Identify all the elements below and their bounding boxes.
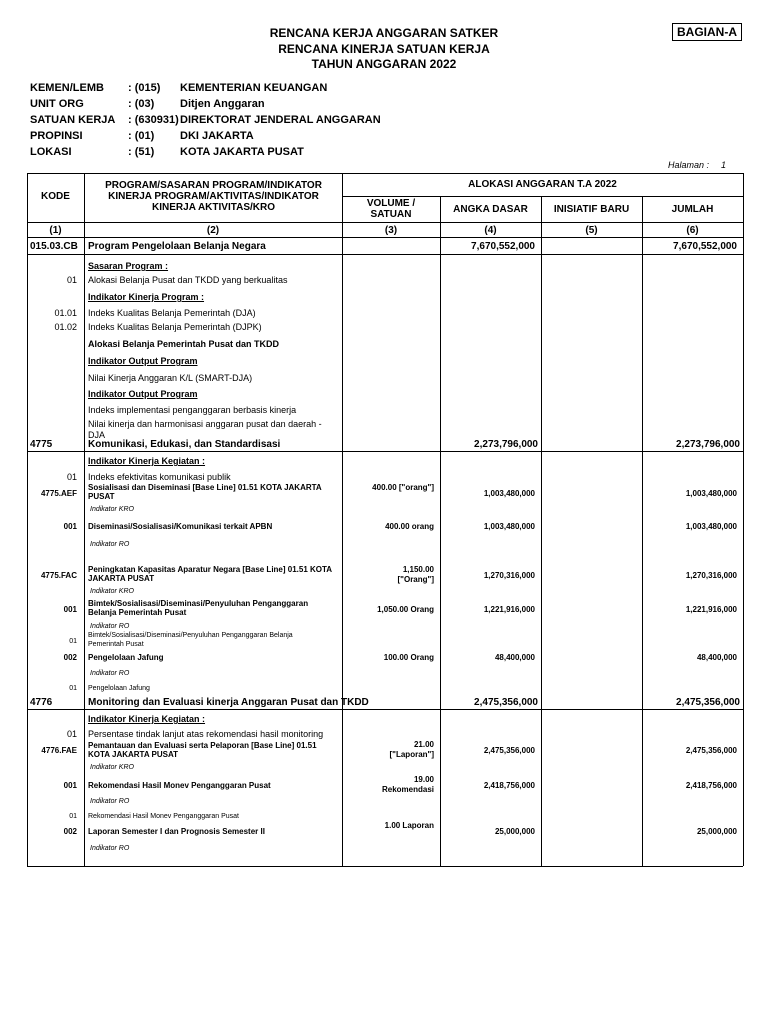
info-code: : (015) bbox=[128, 82, 161, 94]
row-jumlah: 25,000,000 bbox=[696, 827, 737, 836]
row-volume: 21.00 ["Laporan"] bbox=[389, 740, 434, 759]
row-desc: Indikator Output Program bbox=[88, 356, 198, 366]
colnum-1: (1) bbox=[49, 225, 62, 236]
row-desc: Pengelolaan Jafung bbox=[88, 685, 150, 692]
header-volume: VOLUME / SATUAN bbox=[366, 198, 416, 220]
row-desc: Indikator RO bbox=[90, 623, 130, 630]
row-desc: Persentase tindak lanjut atas rekomendasi hasil monitoring bbox=[88, 729, 324, 739]
row-kode: 4775 bbox=[30, 439, 53, 450]
colnum-4: (4) bbox=[484, 225, 497, 236]
page-label: Halaman : bbox=[668, 160, 710, 170]
info-label: PROPINSI bbox=[30, 130, 83, 142]
row-kode: 01 bbox=[69, 685, 77, 692]
row-jumlah: 48,400,000 bbox=[696, 653, 737, 662]
info-label: KEMEN/LEMB bbox=[30, 82, 104, 94]
row-desc: Komunikasi, Edukasi, dan Standardisasi bbox=[88, 439, 281, 450]
row-desc: Indikator Kinerja Program : bbox=[88, 292, 205, 302]
row-divider bbox=[27, 451, 743, 452]
doc-title: RENCANA KERJA ANGGARAN SATKER bbox=[269, 26, 499, 40]
col-border bbox=[84, 173, 85, 866]
row-jumlah: 1,003,480,000 bbox=[685, 489, 737, 498]
table-border-bottom bbox=[27, 866, 743, 867]
row-desc: Nilai kinerja dan harmonisasi anggaran pusat dan daerah - DJA bbox=[88, 419, 322, 440]
info-code: : (01) bbox=[128, 130, 155, 142]
row-jumlah: 1,270,316,000 bbox=[685, 571, 737, 580]
row-desc: Alokasi Belanja Pemerintah Pusat dan TKDD bbox=[88, 339, 280, 349]
row-kode: 01 bbox=[66, 729, 77, 739]
colnum-2: (2) bbox=[206, 225, 220, 236]
row-jumlah: 1,221,916,000 bbox=[685, 605, 737, 614]
row-desc: Indikator RO bbox=[90, 670, 130, 677]
row-desc: Bimtek/Sosialisasi/Diseminasi/Penyuluhan Penganggaran Belanja Pemerintah Pusat bbox=[88, 599, 309, 617]
header-divider bbox=[27, 222, 743, 223]
row-angka-dasar: 2,273,796,000 bbox=[474, 439, 538, 450]
row-desc: Indeks efektivitas komunikasi publik bbox=[88, 472, 231, 482]
row-volume: 400.00 orang bbox=[385, 522, 434, 531]
alokasi-divider bbox=[342, 196, 743, 197]
col-border bbox=[27, 173, 28, 866]
header-kode: KODE bbox=[41, 191, 70, 202]
row-angka-dasar: 7,670,552,000 bbox=[471, 241, 535, 252]
row-desc: Peningkatan Kapasitas Aparatur Negara [Base Line] 01.51 KOTA JAKARTA PUSAT bbox=[88, 565, 332, 583]
table-border-top bbox=[27, 173, 743, 174]
row-desc: Indikator KRO bbox=[90, 764, 134, 771]
row-kode: 01.01 bbox=[54, 308, 77, 318]
row-kode: 001 bbox=[63, 522, 77, 531]
row-kode: 01 bbox=[69, 638, 77, 645]
row-kode: 4775.AEF bbox=[40, 489, 77, 498]
row-desc: Indikator Kinerja Kegiatan : bbox=[88, 456, 206, 466]
colnum-6: (6) bbox=[686, 225, 699, 236]
row-volume: 100.00 Orang bbox=[383, 653, 434, 662]
row-desc: Program Pengelolaan Belanja Negara bbox=[88, 241, 266, 252]
info-label: UNIT ORG bbox=[30, 98, 84, 110]
row-kode: 01 bbox=[69, 813, 77, 820]
row-desc: Indeks Kualitas Belanja Pemerintah (DJA) bbox=[88, 308, 256, 318]
row-volume: 19.00 Rekomendasi bbox=[381, 775, 434, 794]
row-desc: Indikator RO bbox=[90, 541, 130, 548]
page-number: 1 bbox=[721, 160, 727, 170]
row-jumlah: 1,003,480,000 bbox=[685, 522, 737, 531]
col-border bbox=[342, 173, 343, 866]
row-angka-dasar: 2,418,756,000 bbox=[483, 781, 535, 790]
row-volume: 1,050.00 Orang bbox=[377, 605, 434, 614]
row-divider bbox=[27, 254, 743, 255]
row-angka-dasar: 2,475,356,000 bbox=[483, 746, 535, 755]
header-program: PROGRAM/SASARAN PROGRAM/INDIKATOR KINERJA PROGRAM/AKTIVITAS/INDIKATOR KINERJA AKTIVITAS/KRO bbox=[105, 180, 322, 213]
row-desc: Bimtek/Sosialisasi/Diseminasi/Penyuluhan Penganggaran Belanja Pemerintah Pusat bbox=[88, 632, 293, 648]
header-angka-dasar: ANGKA DASAR bbox=[453, 204, 528, 215]
row-jumlah: 2,273,796,000 bbox=[676, 439, 740, 450]
row-desc: Indeks Kualitas Belanja Pemerintah (DJPK) bbox=[88, 322, 262, 332]
doc-subtitle: RENCANA KINERJA SATUAN KERJA bbox=[278, 42, 490, 56]
header-inisiatif-baru: INISIATIF BARU bbox=[553, 204, 630, 215]
info-label: LOKASI bbox=[30, 146, 72, 158]
row-desc: Nilai Kinerja Anggaran K/L (SMART-DJA) bbox=[88, 373, 253, 383]
row-kode: 4776 bbox=[30, 697, 53, 708]
row-desc: Indeks implementasi penganggaran berbasis kinerja bbox=[88, 405, 297, 415]
row-angka-dasar: 1,270,316,000 bbox=[483, 571, 535, 580]
row-angka-dasar: 48,400,000 bbox=[494, 653, 535, 662]
row-desc: Pengelolaan Jafung bbox=[88, 653, 164, 662]
row-jumlah: 2,475,356,000 bbox=[685, 746, 737, 755]
row-kode: 002 bbox=[63, 827, 77, 836]
row-kode: 01.02 bbox=[54, 322, 77, 332]
row-desc: Indikator Kinerja Kegiatan : bbox=[88, 714, 206, 724]
row-desc: Rekomendasi Hasil Monev Penganggaran Pusat bbox=[88, 813, 239, 820]
row-angka-dasar: 25,000,000 bbox=[494, 827, 535, 836]
row-angka-dasar: 2,475,356,000 bbox=[474, 697, 538, 708]
row-volume: 1.00 Laporan bbox=[384, 821, 434, 830]
colnum-divider bbox=[27, 237, 743, 238]
row-desc: Indikator RO bbox=[90, 845, 130, 852]
info-code: : (03) bbox=[128, 98, 155, 110]
row-kode: 015.03.CB bbox=[30, 241, 78, 252]
info-value: KEMENTERIAN KEUANGAN bbox=[180, 82, 328, 94]
colnum-3: (3) bbox=[384, 225, 398, 236]
row-kode: 4776.FAE bbox=[41, 746, 77, 755]
doc-year: TAHUN ANGGARAN 2022 bbox=[311, 57, 457, 71]
row-kode: 001 bbox=[63, 781, 77, 790]
row-desc: Indikator RO bbox=[90, 798, 130, 805]
row-divider bbox=[27, 709, 743, 710]
row-desc: Indikator Output Program bbox=[88, 389, 198, 399]
row-kode: 001 bbox=[63, 605, 77, 614]
row-desc: Rekomendasi Hasil Monev Penganggaran Pusat bbox=[88, 781, 271, 790]
info-value: DKI JAKARTA bbox=[180, 130, 254, 142]
colnum-5: (5) bbox=[585, 225, 598, 236]
row-jumlah: 2,418,756,000 bbox=[685, 781, 737, 790]
col-border bbox=[541, 196, 542, 866]
info-value: DIREKTORAT JENDERAL ANGGARAN bbox=[180, 114, 381, 126]
row-jumlah: 2,475,356,000 bbox=[676, 697, 740, 708]
row-kode: 01 bbox=[66, 472, 77, 482]
row-kode: 4775.FAC bbox=[40, 571, 77, 580]
header-alokasi: ALOKASI ANGGARAN T.A 2022 bbox=[468, 179, 617, 190]
row-desc: Laporan Semester I dan Prognosis Semester II bbox=[88, 827, 265, 836]
row-desc: Sosialisasi dan Diseminasi [Base Line] 01.51 KOTA JAKARTA PUSAT bbox=[88, 483, 322, 501]
row-desc: Monitoring dan Evaluasi kinerja Anggaran Pusat dan TKDD bbox=[88, 697, 369, 708]
col-border bbox=[743, 173, 744, 866]
info-value: Ditjen Anggaran bbox=[180, 98, 265, 110]
section-badge: BAGIAN-A bbox=[672, 23, 742, 41]
row-desc: Indikator KRO bbox=[90, 588, 134, 595]
row-kode: 01 bbox=[66, 275, 77, 285]
info-code: : (51) bbox=[128, 146, 155, 158]
info-value: KOTA JAKARTA PUSAT bbox=[180, 146, 304, 158]
row-volume: 1,150.00 ["Orang"] bbox=[397, 565, 434, 584]
row-jumlah: 7,670,552,000 bbox=[673, 241, 737, 252]
header-jumlah: JUMLAH bbox=[671, 204, 714, 215]
row-angka-dasar: 1,003,480,000 bbox=[483, 489, 535, 498]
info-code: : (630931) bbox=[128, 114, 179, 126]
row-desc: Sasaran Program : bbox=[88, 261, 169, 271]
row-angka-dasar: 1,003,480,000 bbox=[483, 522, 535, 531]
row-desc: Indikator KRO bbox=[90, 506, 134, 513]
row-kode: 002 bbox=[63, 653, 77, 662]
row-desc: Alokasi Belanja Pusat dan TKDD yang berkualitas bbox=[88, 275, 288, 285]
info-label: SATUAN KERJA bbox=[30, 114, 116, 126]
row-desc: Pemantauan dan Evaluasi serta Pelaporan [Base Line] 01.51 KOTA JAKARTA PUSAT bbox=[88, 741, 317, 759]
row-angka-dasar: 1,221,916,000 bbox=[483, 605, 535, 614]
row-desc: Diseminasi/Sosialisasi/Komunikasi terkait APBN bbox=[88, 522, 273, 531]
row-volume: 400.00 ["orang"] bbox=[372, 483, 434, 492]
